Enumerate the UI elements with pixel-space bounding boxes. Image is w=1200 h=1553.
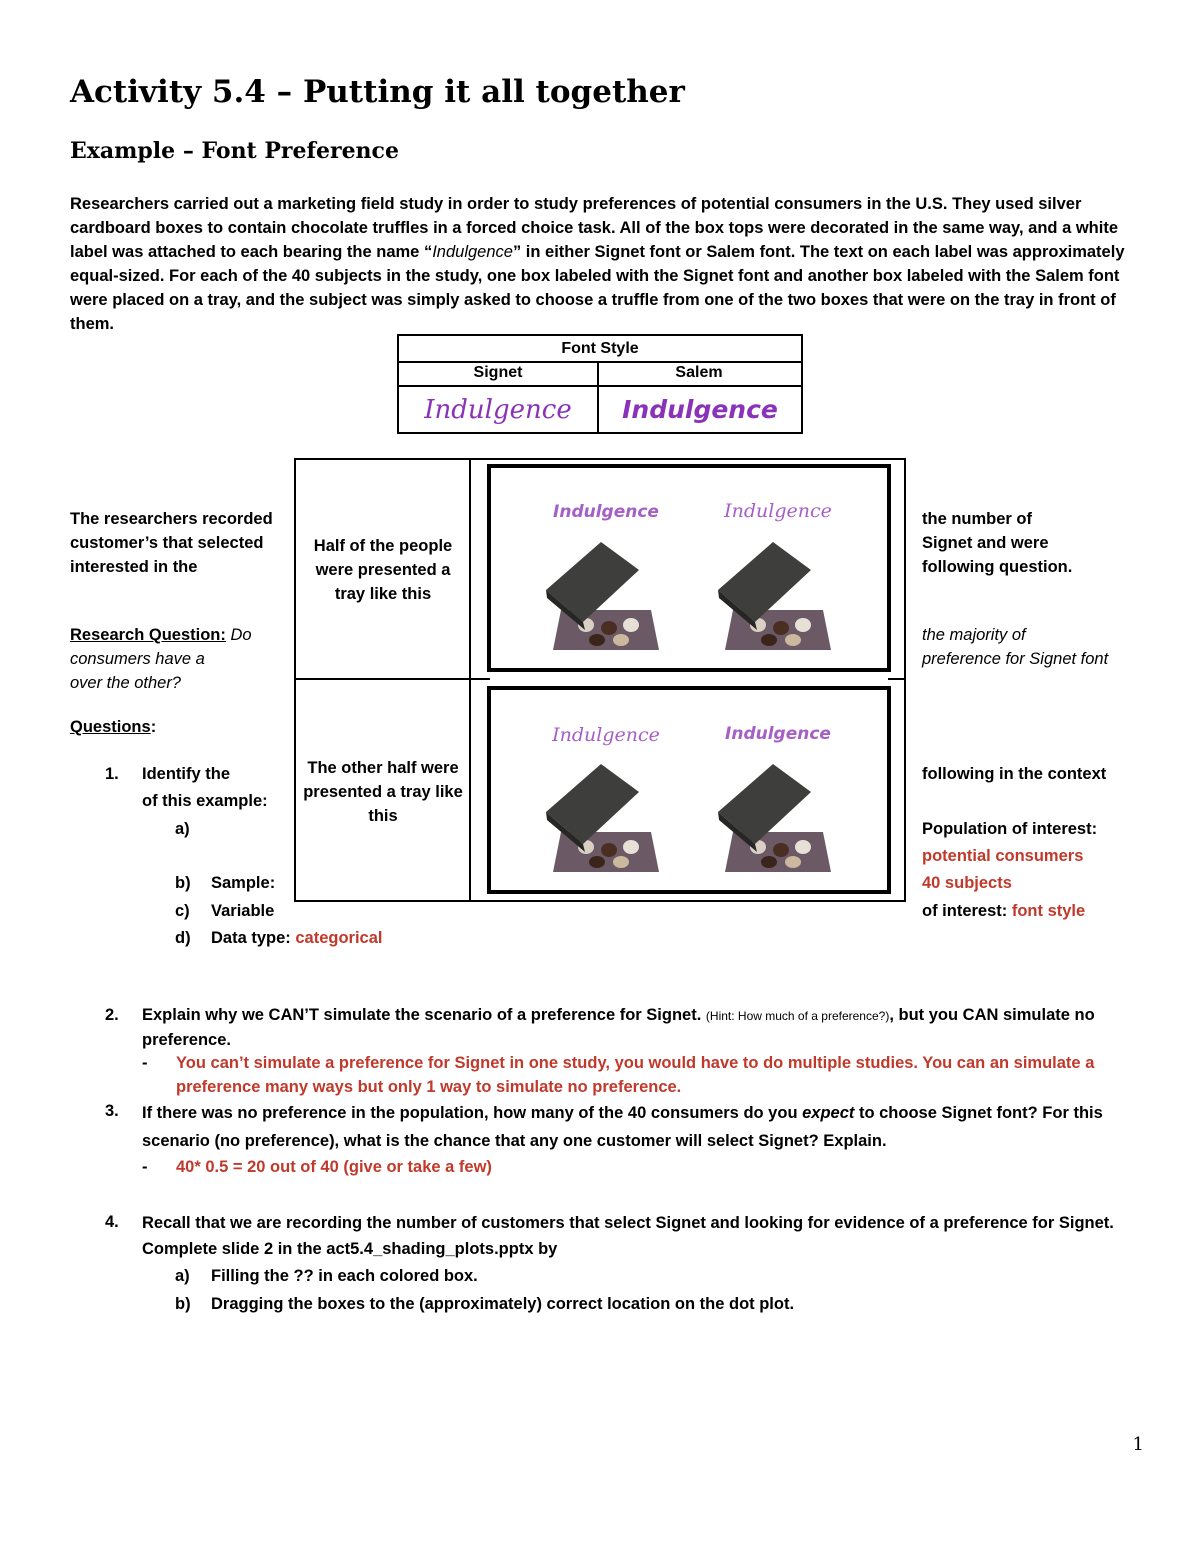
signet-sample: Indulgence xyxy=(399,387,599,434)
bottom-left-label: Indulgence xyxy=(552,724,660,746)
questions-label: Questions: xyxy=(70,718,157,736)
section-heading: Example – Font Preference xyxy=(70,138,399,164)
q4a-label: a) xyxy=(175,1267,190,1285)
q2-bullet: - xyxy=(142,1054,148,1072)
right-rq-text: the majority of preference for Signet font xyxy=(922,626,1109,668)
q4b-label: b) xyxy=(175,1295,191,1313)
sample-answer: 40 subjects xyxy=(922,874,1012,892)
q1-text-a: Identify the xyxy=(142,765,231,783)
q3-answer: 40* 0.5 = 20 out of 40 (give or take a few) xyxy=(176,1158,492,1176)
top-right-label: Indulgence xyxy=(724,500,832,522)
q3-text: If there was no preference in the population, how many of the 40 consumers do you expect to choose Signet font? For this scenario (no preference), what is the chance that any one customer will select Signet? Explain. xyxy=(142,1104,1103,1150)
variable-line: of interest: font style xyxy=(922,902,1086,920)
q2-answer: You can’t simulate a preference for Signet in one study, you would have to do multiple studies. You can an simulate a preference many ways but only 1 way to simulate no preference. xyxy=(176,1054,1095,1096)
q4-text: Recall that we are recording the number of customers that select Signet and looking for evidence of a preference for Signet. Complete slide 2 in the act5.4_shading_plots.pptx by xyxy=(142,1214,1114,1258)
right-context-text: following in the context xyxy=(922,765,1107,783)
q1c-text: Variable xyxy=(211,902,275,920)
q4-number: 4. xyxy=(105,1213,119,1231)
top-left-label: Indulgence xyxy=(553,502,659,522)
research-question: Research Question: Do consumers have a over the other? xyxy=(70,626,252,692)
top-tray xyxy=(487,464,891,672)
frame-middle-right xyxy=(888,678,906,680)
population-answer: potential consumers xyxy=(922,847,1084,865)
frame-divider xyxy=(469,458,471,902)
column-salem: Salem xyxy=(597,361,801,387)
table-header: Font Style xyxy=(399,336,801,363)
q3-bullet: - xyxy=(142,1158,148,1176)
page-number: 1 xyxy=(1132,1434,1144,1455)
q2-text: Explain why we CAN’T simulate the scenario of a preference for Signet. (Hint: How much of a preference?), but you CAN simulate no preference. xyxy=(142,1006,1095,1049)
population-label: Population of interest: xyxy=(922,820,1098,838)
q1b-text: Sample: xyxy=(211,874,276,892)
column-signet: Signet xyxy=(399,361,599,387)
truffle-box-icon xyxy=(541,530,671,654)
truffle-box-icon xyxy=(541,752,671,876)
q1d-label: d) xyxy=(175,929,191,947)
bottom-tray xyxy=(487,686,891,894)
salem-sample: Indulgence xyxy=(622,395,778,424)
q1-number: 1. xyxy=(105,765,119,783)
bottom-right-label: Indulgence xyxy=(725,724,831,744)
bottom-tray-caption: The other half were presented a tray like this xyxy=(303,759,463,825)
page-title: Activity 5.4 – Putting it all together xyxy=(70,74,685,110)
q1d-text: Data type: categorical xyxy=(211,929,383,947)
q4a-text: Filling the ?? in each colored box. xyxy=(211,1267,478,1285)
truffle-box-icon xyxy=(713,752,843,876)
font-style-table xyxy=(397,334,803,434)
q1-text-b: of this example: xyxy=(142,792,268,810)
intro-paragraph: Researchers carried out a marketing field study in order to study preferences of potential consumers in the U.S. They used silver cardboard boxes to contain chocolate truffles in a forced choice task. All of the box tops were decorated in the same way, and a white label was attached to each bearing the name “Indulgence” in either Signet font or Salem font. The text on each label was approximately equal-sized. For each of the 40 subjects in the study, one box labeled with the Signet font and another box labeled with the Salem font were placed on a tray, and the subject was simply asked to choose a truffle from one of the two boxes that were on the tray in front of them. xyxy=(70,195,1125,333)
left-intro-text: The researchers recorded customer’s that selected interested in the xyxy=(70,510,273,576)
q1c-label: c) xyxy=(175,902,190,920)
q1b-label: b) xyxy=(175,874,191,892)
right-intro-text: the number of Signet and were following question. xyxy=(922,510,1073,576)
q1a-label: a) xyxy=(175,820,190,838)
top-tray-caption: Half of the people were presented a tray like this xyxy=(313,537,453,603)
frame-right-edge xyxy=(904,458,906,902)
q4b-text: Dragging the boxes to the (approximately) correct location on the dot plot. xyxy=(211,1295,795,1313)
frame-middle xyxy=(294,678,490,680)
truffle-box-icon xyxy=(713,530,843,654)
q2-number: 2. xyxy=(105,1006,119,1024)
q3-number: 3. xyxy=(105,1102,119,1120)
